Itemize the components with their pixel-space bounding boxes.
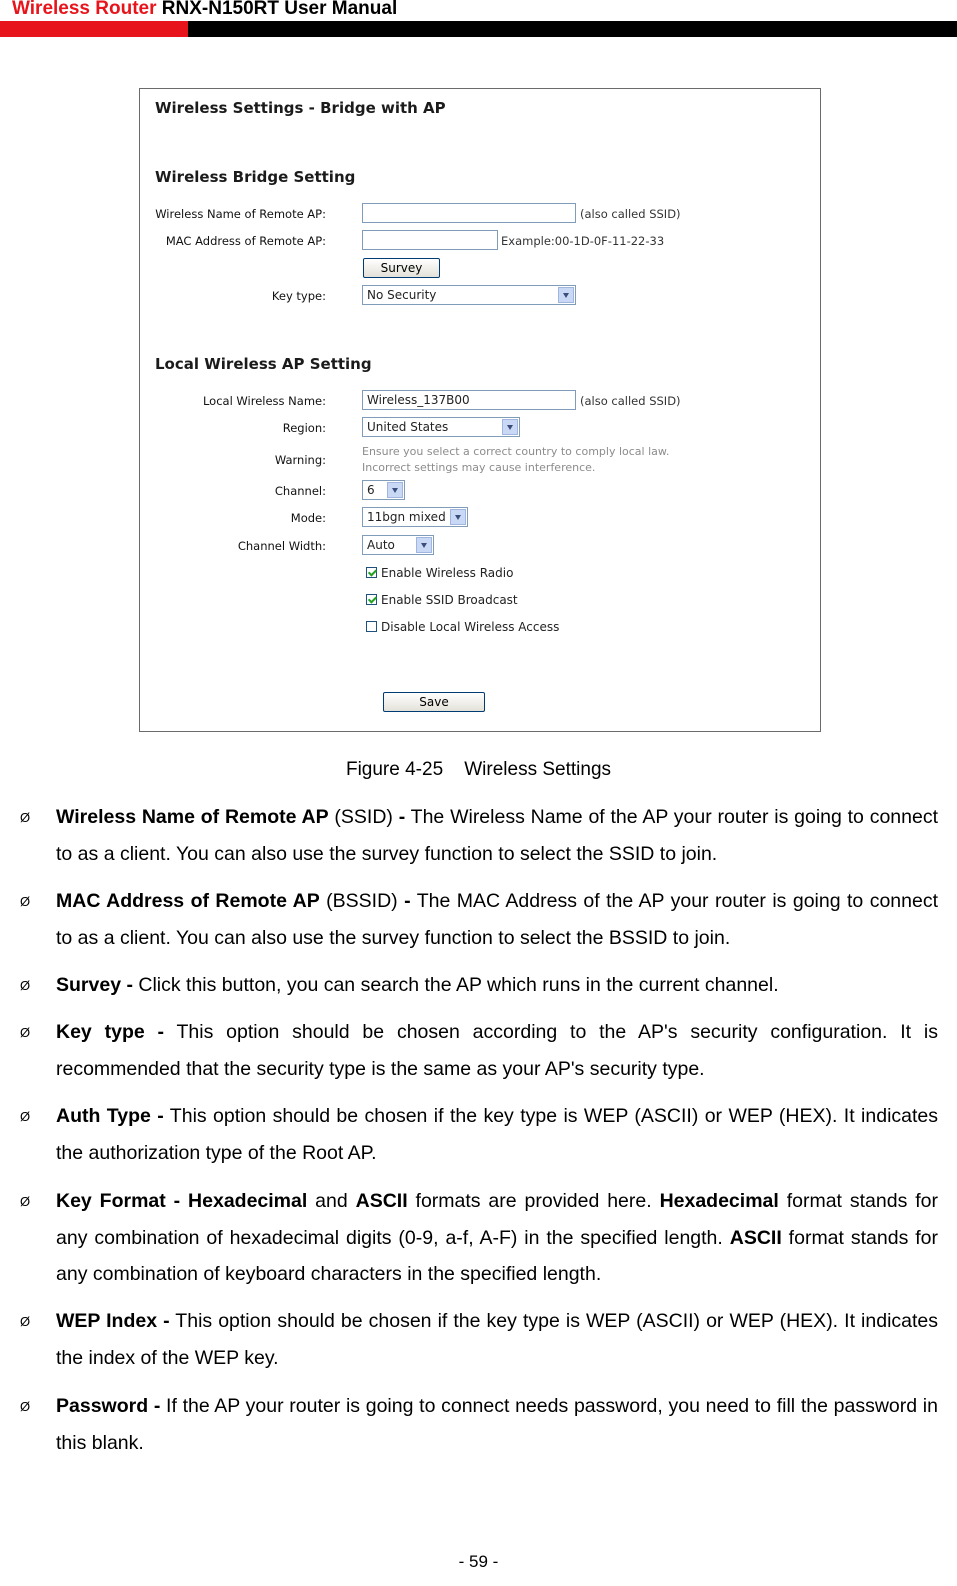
figure-caption (0, 759, 957, 781)
survey-button[interactable]: Survey (363, 258, 440, 278)
item-dash: - (404, 890, 411, 912)
local-name-label: Local Wireless Name: (202, 394, 326, 408)
checkbox-icon (366, 621, 377, 632)
disable-local-access-label: Disable Local Wireless Access (381, 620, 560, 634)
item-qualifier: (SSID) (328, 806, 399, 828)
key-type-select[interactable] (362, 285, 576, 305)
caption-text: Figure 4-25 Wireless Settings (345, 759, 612, 780)
list-item (56, 799, 938, 872)
item-text: format stands for any combination of hexadecimal digits (0-9, a-f, A-F) in the specified length. (56, 1190, 938, 1249)
bullet-icon: Ø (20, 1194, 31, 1209)
item-text: and (307, 1190, 356, 1212)
list-item (56, 1014, 938, 1087)
item-term: Key Format - Hexadecimal (56, 1190, 308, 1212)
chevron-down-icon (387, 482, 403, 498)
checkbox-icon (366, 567, 377, 578)
item-term: Survey - (56, 974, 133, 996)
remote-mac-example: Example:00-1D-0F-11-22-33 (501, 234, 665, 248)
warning-line-1: Ensure you select a correct country to comply local law. (362, 445, 670, 458)
warning-line-2: Incorrect settings may cause interference. (362, 461, 596, 474)
remote-mac-input[interactable] (362, 230, 498, 250)
list-item (56, 1183, 938, 1293)
item-term: WEP Index - (56, 1310, 170, 1332)
channel-width-value: Auto (367, 538, 395, 552)
list-item (56, 1303, 938, 1376)
item-term: ASCII (355, 1190, 408, 1212)
warning-label: Warning: (274, 453, 326, 467)
channel-value: 6 (367, 483, 375, 497)
enable-radio-label: Enable Wireless Radio (381, 566, 514, 580)
region-label: Region: (282, 421, 326, 435)
channel-width-label: Channel Width: (237, 539, 326, 553)
remote-ssid-label: Wireless Name of Remote AP: (155, 207, 326, 221)
wireless-settings-screenshot (139, 88, 821, 732)
header-black-bar (188, 21, 957, 37)
save-button[interactable]: Save (383, 692, 485, 712)
list-item (56, 1098, 938, 1171)
checkbox-icon (366, 594, 377, 605)
remote-ssid-input[interactable] (362, 203, 576, 223)
item-text: This option should be chosen if the key type is WEP (ASCII) or WEP (HEX). It indicates the index of the WEP key. (56, 1310, 939, 1369)
screenshot-title: Wireless Settings - Bridge with AP (155, 99, 446, 117)
local-name-input[interactable]: Wireless_137B00 (362, 390, 576, 410)
enable-radio-checkbox[interactable] (366, 566, 513, 580)
header-title (12, 0, 397, 20)
local-section-title: Local Wireless AP Setting (155, 355, 372, 373)
item-qualifier: (BSSID) (319, 890, 405, 912)
item-term: Wireless Name of Remote AP (56, 806, 329, 828)
page-header (0, 0, 957, 40)
bullet-icon: Ø (20, 1314, 31, 1329)
list-item (56, 1388, 938, 1461)
key-type-value: No Security (367, 288, 437, 302)
chevron-down-icon (502, 419, 518, 435)
list-item (56, 883, 938, 956)
bullet-icon: Ø (20, 978, 31, 993)
mode-value: 11bgn mixed (367, 510, 446, 524)
page-number: - 59 - (458, 1552, 499, 1571)
enable-ssid-broadcast-label: Enable SSID Broadcast (381, 593, 518, 607)
remote-ssid-note: (also called SSID) (580, 207, 681, 221)
bullet-icon: Ø (20, 810, 31, 825)
channel-label: Channel: (274, 484, 326, 498)
item-text: This option should be chosen according to the AP's security configuration. It is recommended that the security type is the same as your AP's security type. (56, 1021, 938, 1080)
channel-select[interactable] (362, 480, 405, 500)
key-type-label: Key type: (271, 289, 326, 303)
item-text: formats are provided here. (407, 1190, 660, 1212)
mode-select[interactable] (362, 507, 468, 527)
bullet-icon: Ø (20, 1399, 31, 1414)
item-text: Click this button, you can search the AP which runs in the current channel. (132, 974, 779, 996)
header-brand: Wireless Router (12, 0, 157, 19)
item-text: The Wireless Name of the AP your router is going to connect to as a client. You can also use the survey function to select the SSID to join. (56, 806, 939, 865)
item-term: Auth Type - (56, 1105, 164, 1127)
local-name-note: (also called SSID) (580, 394, 681, 408)
item-text: format stands for any combination of keyboard characters in the specified length. (56, 1226, 938, 1285)
bullet-icon: Ø (20, 1109, 31, 1124)
disable-local-access-checkbox[interactable] (366, 620, 559, 634)
item-term: Password - (56, 1395, 161, 1417)
item-dash: - (398, 806, 406, 828)
item-term: MAC Address of Remote AP (56, 890, 320, 912)
header-red-bar (0, 21, 188, 37)
item-term: Hexadecimal (659, 1190, 779, 1212)
mode-label: Mode: (290, 511, 326, 525)
chevron-down-icon (416, 537, 432, 553)
bullet-icon: Ø (20, 894, 31, 909)
bridge-section-title: Wireless Bridge Setting (155, 168, 356, 186)
item-term: ASCII (729, 1226, 782, 1249)
warning-text (362, 444, 669, 476)
bullet-icon: Ø (20, 1025, 31, 1040)
item-term: Key type - (56, 1021, 165, 1043)
item-text: If the AP your router is going to connect needs password, you need to fill the password in this blank. (56, 1395, 938, 1454)
enable-ssid-broadcast-checkbox[interactable] (366, 593, 518, 607)
list-item (56, 967, 938, 1004)
region-value: United States (367, 420, 449, 434)
remote-mac-label: MAC Address of Remote AP: (165, 234, 326, 248)
header-manual-title: RNX-N150RT User Manual (161, 0, 398, 19)
item-text: This option should be chosen if the key type is WEP (ASCII) or WEP (HEX). It indicates the authorization type of the Root AP. (56, 1105, 939, 1164)
chevron-down-icon (558, 287, 574, 303)
item-text: The MAC Address of the AP your router is going to connect to as a client. You can also use the survey function to select the BSSID to join. (56, 890, 939, 949)
chevron-down-icon (450, 509, 466, 525)
channel-width-select[interactable] (362, 535, 434, 555)
region-select[interactable] (362, 417, 520, 437)
